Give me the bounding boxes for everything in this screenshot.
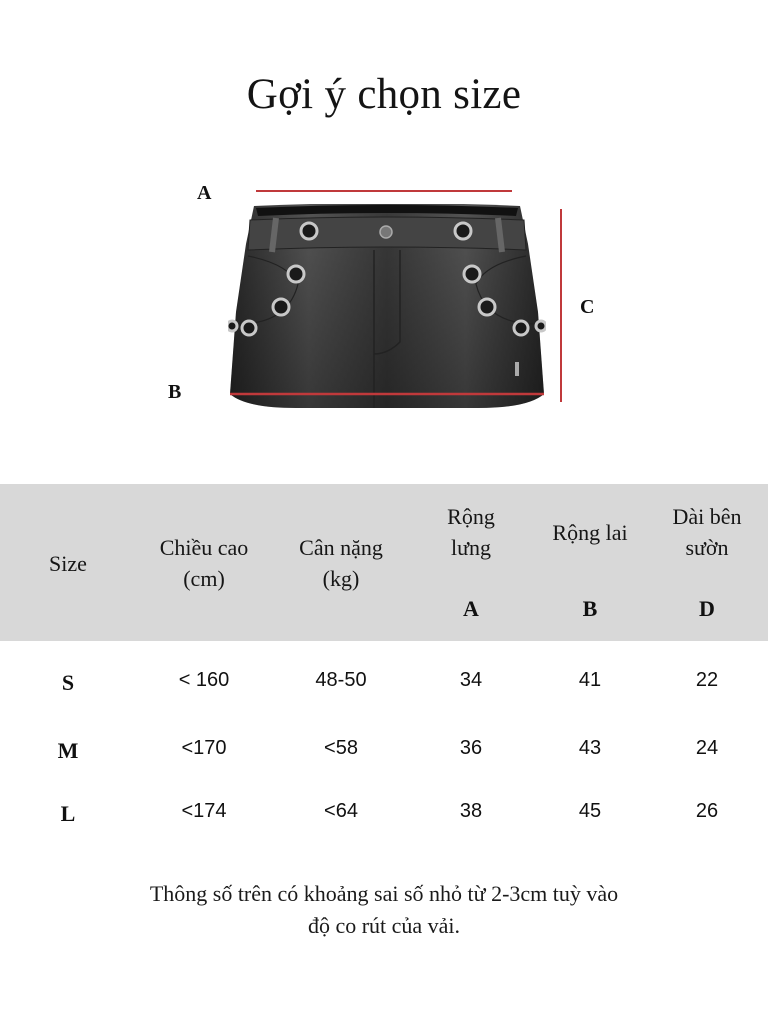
cell-weight: <58 xyxy=(324,737,358,759)
measure-line-a xyxy=(256,190,512,192)
table-row xyxy=(0,669,768,709)
cell-waist-a: 38 xyxy=(459,800,483,822)
note-line-2: độ co rút của vải. xyxy=(307,913,461,938)
measure-line-c xyxy=(560,209,562,402)
table-row xyxy=(0,800,768,840)
cell-weight: <64 xyxy=(324,800,358,822)
cell-side-d: 24 xyxy=(695,737,719,759)
cell-size: S xyxy=(61,670,75,695)
label-c: C xyxy=(580,296,595,318)
cell-size: M xyxy=(57,738,79,763)
col-header-waist: Rộng lưng xyxy=(447,504,495,560)
col-letter-d: D xyxy=(699,596,715,621)
col-header-side-length: Dài bên sườn xyxy=(672,504,742,560)
table-header xyxy=(0,484,768,641)
col-header-weight: Cân nặng (kg) xyxy=(299,535,383,591)
skirt-image xyxy=(228,204,546,410)
tolerance-note xyxy=(0,878,768,942)
cell-waist-a: 36 xyxy=(459,737,483,759)
note-line-1: Thông số trên có khoảng sai số nhỏ từ 2-3cm tuỳ vào xyxy=(149,881,619,906)
cell-hem-b: 41 xyxy=(578,669,602,691)
col-header-size: Size xyxy=(49,551,87,576)
size-table xyxy=(0,484,768,871)
col-header-height: Chiều cao (cm) xyxy=(159,535,249,591)
table-row xyxy=(0,737,768,777)
col-header-hem: Rộng lai xyxy=(552,520,628,545)
cell-height: < 160 xyxy=(178,669,230,691)
label-b: B xyxy=(168,381,182,403)
cell-side-d: 26 xyxy=(695,800,719,822)
cell-weight: 48-50 xyxy=(315,669,367,691)
cell-waist-a: 34 xyxy=(459,669,483,691)
cell-hem-b: 43 xyxy=(578,737,602,759)
cell-side-d: 22 xyxy=(695,669,719,691)
cell-height: <174 xyxy=(181,800,227,822)
page-title: Gợi ý chọn size xyxy=(246,71,522,118)
cell-size: L xyxy=(60,801,76,826)
col-letter-b: B xyxy=(582,596,598,621)
label-a: A xyxy=(197,182,212,204)
cell-hem-b: 45 xyxy=(578,800,602,822)
cell-height: <170 xyxy=(181,737,227,759)
col-letter-a: A xyxy=(463,596,479,621)
measurement-diagram xyxy=(0,160,768,430)
table-body xyxy=(0,641,768,871)
